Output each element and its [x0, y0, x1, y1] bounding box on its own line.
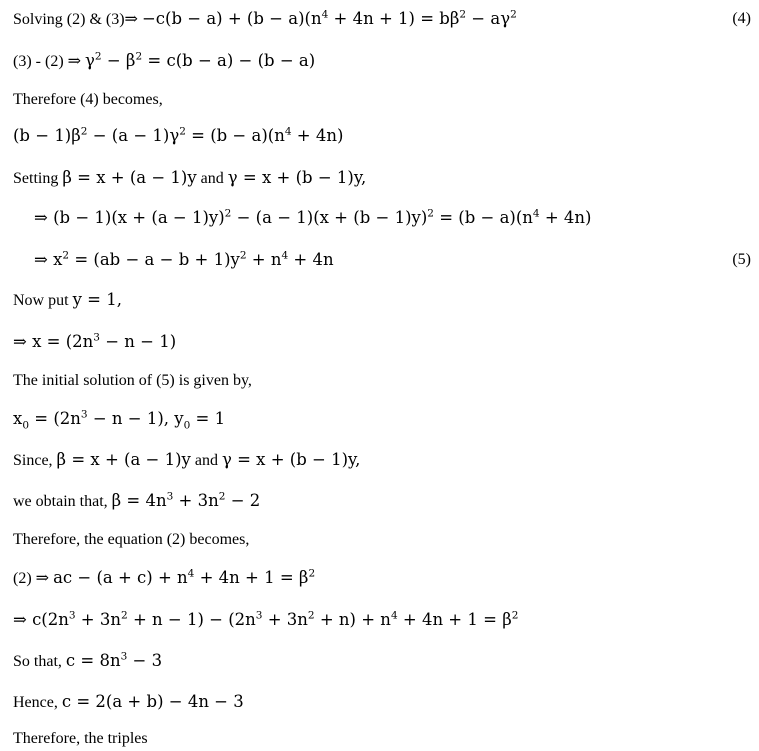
- equation-line: (2) ⇒ ac − $(a + c) + n^4 + 4n + 1 = \beta^2$: [13, 567, 316, 587]
- text-line: Setting β = x + (a − 1)y and γ = x + (b − 1)y,: [13, 168, 367, 187]
- text-line: we obtain that, $\beta = 4n^3 + 3n^2 - 2$: [13, 490, 261, 510]
- equation-line: ⇒ $x = (2n^3 - n - 1)$: [13, 331, 177, 351]
- equation-line: (3) - (2) ⇒ $\gamma^2 - \beta^2 = c(b - a) - (b - a)$: [13, 50, 316, 70]
- equation-number: (5): [732, 251, 751, 268]
- equation-line-5: ⇒ $x^2 = (ab - a - b + 1)y^2 + n^4 + 4n$: [34, 249, 334, 269]
- equation-line: $(b - 1)\beta^2 - (a - 1)\gamma^2 = (b - a)(n^4 + 4n)$: [13, 125, 344, 145]
- equation-line-4: [13, 9, 517, 30]
- text-line: Therefore, the triples: [13, 730, 148, 747]
- math: $-c(b - a) + (b - a)(n^4 + 4n + 1) = b\beta^2 - a\gamma^2$: [141, 8, 517, 28]
- equation-line: $x_0 = (2n^3 - n - 1)$, $y_0 = 1$: [13, 408, 226, 432]
- text-line: So that, $c = 8n^3 - 3$: [13, 650, 163, 670]
- text-line: Now put y = 1,: [13, 290, 122, 309]
- equation-number: (4): [732, 10, 751, 27]
- equation-line: ⇒ $c(2n^3 + 3n^2 + n - 1) - (2n^3 + 3n^2 + n) + n^4 + 4n + 1 = \beta^2$: [13, 609, 519, 629]
- equation-line: ⇒ $(b - 1)(x + (a - 1)y)^2 - (a - 1)(x + (b - 1)y)^2 = (b - a)(n^4 + 4n)$: [34, 207, 592, 227]
- text-line: Hence, c = 2(a + b) − 4n − 3: [13, 692, 244, 711]
- text-line: Since, β = x + (a − 1)y and γ = x + (b − 1)y,: [13, 450, 361, 469]
- text-line: The initial solution of (5) is given by,: [13, 372, 252, 389]
- text: Solving (2) & (3)⇒: [13, 11, 142, 28]
- text-line: Therefore (4) becomes,: [13, 91, 163, 108]
- text-line: Therefore, the equation (2) becomes,: [13, 531, 250, 548]
